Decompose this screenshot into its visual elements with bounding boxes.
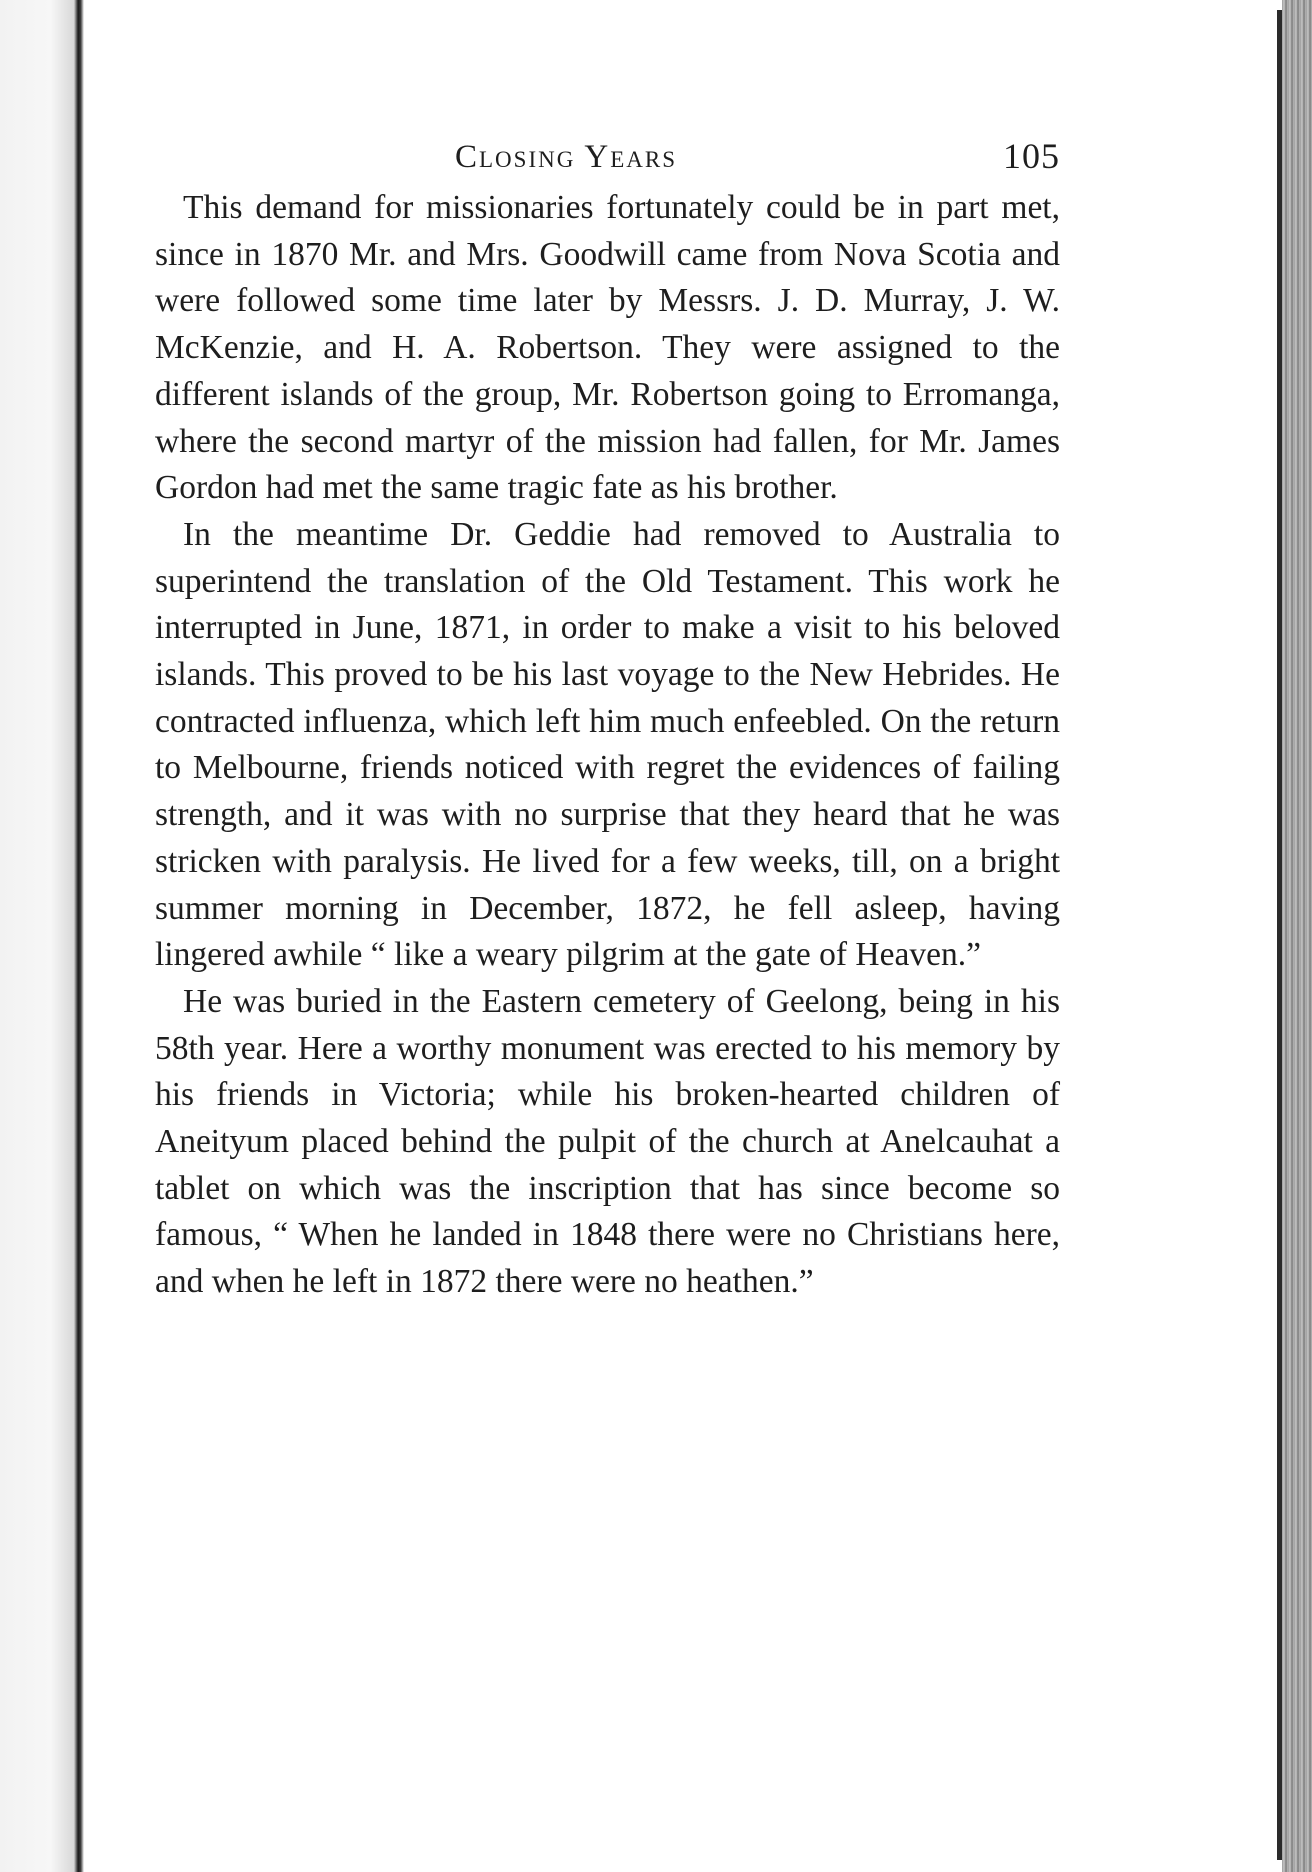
paragraph-1: This demand for missionaries fortunately could be in part met, since in 1870 Mr. and Mrs. Goodwill came from Nova Scotia and were followed some time later by Messrs. J. D. Murray, J. W. McKenzie, and H. A. Robertson. They were assigned to the different islands of the group, Mr. Robertson going to Erromanga, where the second martyr of the mission had fallen, for Mr. James Gordon had met the same tragic fate as his brother. xyxy=(155,189,1060,507)
running-head xyxy=(155,125,1060,185)
page-number: 105 xyxy=(1003,136,1060,176)
book-gutter xyxy=(0,0,84,1872)
paragraph-2: In the meantime Dr. Geddie had removed to Australia to superintend the translation of the Old Testament. This work he interrupted in June, 1871, in order to make a visit to his beloved islands. This proved to be his last voyage to the New Hebrides. He contracted influenza, which left him much enfeebled. On the return to Melbourne, friends noticed with regret the evidences of failing strength, and it was with no surprise that they heard that he was stricken with paralysis. He lived for a few weeks, till, on a bright summer morning in December, 1872, he fell asleep, having lingered awhile “ like a weary pilgrim at the gate of Heaven.” xyxy=(155,515,1060,974)
page-edges xyxy=(1282,0,1312,1872)
chapter-title: Closing Years xyxy=(455,139,677,175)
paragraph-3: He was buried in the Eastern cemetery of Geelong, being in his 58th year. Here a worthy monument was erected to his memory by his friends in Victoria; while his broken-hearted children of Aneityum placed behind the pulpit of the church at Anelcauhat a tablet on which was the inscription that has since become so famous, “ When he landed in 1848 there were no Christians here, and when he left in 1872 there were no heathen.” xyxy=(155,982,1060,1301)
body-text xyxy=(155,185,1060,1306)
page-content xyxy=(155,125,1060,1306)
